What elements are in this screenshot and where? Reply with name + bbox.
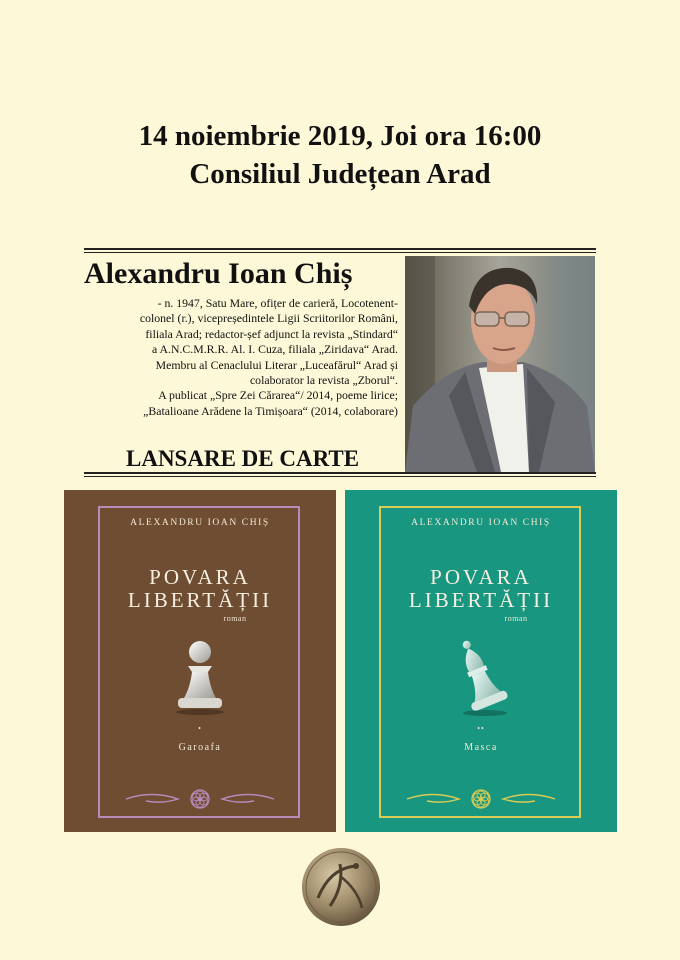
bio-line: colaborator la revista „Zborul“.	[249, 373, 398, 388]
flower-of-life-ornament-icon	[122, 788, 278, 810]
cover-genre: roman	[223, 614, 247, 623]
bronze-medallion-logo-icon	[300, 846, 382, 928]
bishop-icon	[451, 636, 511, 718]
bio-line: a A.N.C.M.R.R. Al. I. Cuza, filiala „Ziridava“ Arad.	[151, 342, 398, 357]
cover-title-line: POVARA	[149, 565, 251, 589]
bio-line: - n. 1947, Satu Mare, ofițer de carieră, Locotenent-	[157, 296, 398, 310]
book-cover-garoafa	[64, 490, 336, 832]
cover-title-line: LIBERTĂȚII	[408, 588, 554, 612]
cover-genre: roman	[504, 614, 528, 623]
cover-title-line: POVARA	[430, 565, 532, 589]
cover-author: ALEXANDRU IOAN CHIȘ	[411, 518, 551, 528]
author-photo	[405, 256, 595, 472]
cover-volume-title: Garoafa	[178, 742, 222, 753]
cover-title-line: LIBERTĂȚII	[127, 588, 273, 612]
cover-volume-mark: •	[198, 724, 202, 733]
launch-heading: LANSARE DE CARTE	[126, 446, 359, 474]
bio-line: A publicat „Spre Zei Cărarea“/ 2014, poeme lirice;	[158, 388, 398, 403]
divider-top	[84, 248, 596, 250]
bio-line: „Batalioane Arădene la Timișoara“ (2014, colaborare)	[143, 403, 398, 418]
cover-title	[64, 566, 336, 612]
bio-line: filiala Arad; redactor-șef adjunct la revista „Stindard“	[145, 326, 398, 341]
event-date: 14 noiembrie 2019, Joi ora 16:00	[138, 120, 542, 152]
divider-top-thin	[84, 252, 596, 253]
flower-of-life-ornament-icon	[403, 788, 559, 810]
book-cover-masca	[345, 490, 617, 832]
author-bio	[84, 296, 398, 419]
divider-bottom-thin	[84, 476, 596, 477]
cover-title	[345, 566, 617, 612]
pawn-icon	[170, 636, 230, 718]
author-name: Alexandru Ioan Chiș	[84, 257, 353, 290]
bio-line: Membru al Cenaclului Literar „Luceafărul“ Arad și	[155, 357, 398, 372]
bio-line: colonel (r.), vicepreședintele Ligii Scriitorilor Români,	[139, 311, 398, 326]
divider-bottom	[84, 472, 596, 474]
cover-volume-title: Masca	[464, 742, 498, 753]
cover-volume-mark: ••	[477, 724, 485, 733]
event-venue: Consiliul Județean Arad	[189, 158, 491, 190]
cover-author: ALEXANDRU IOAN CHIȘ	[130, 518, 270, 528]
